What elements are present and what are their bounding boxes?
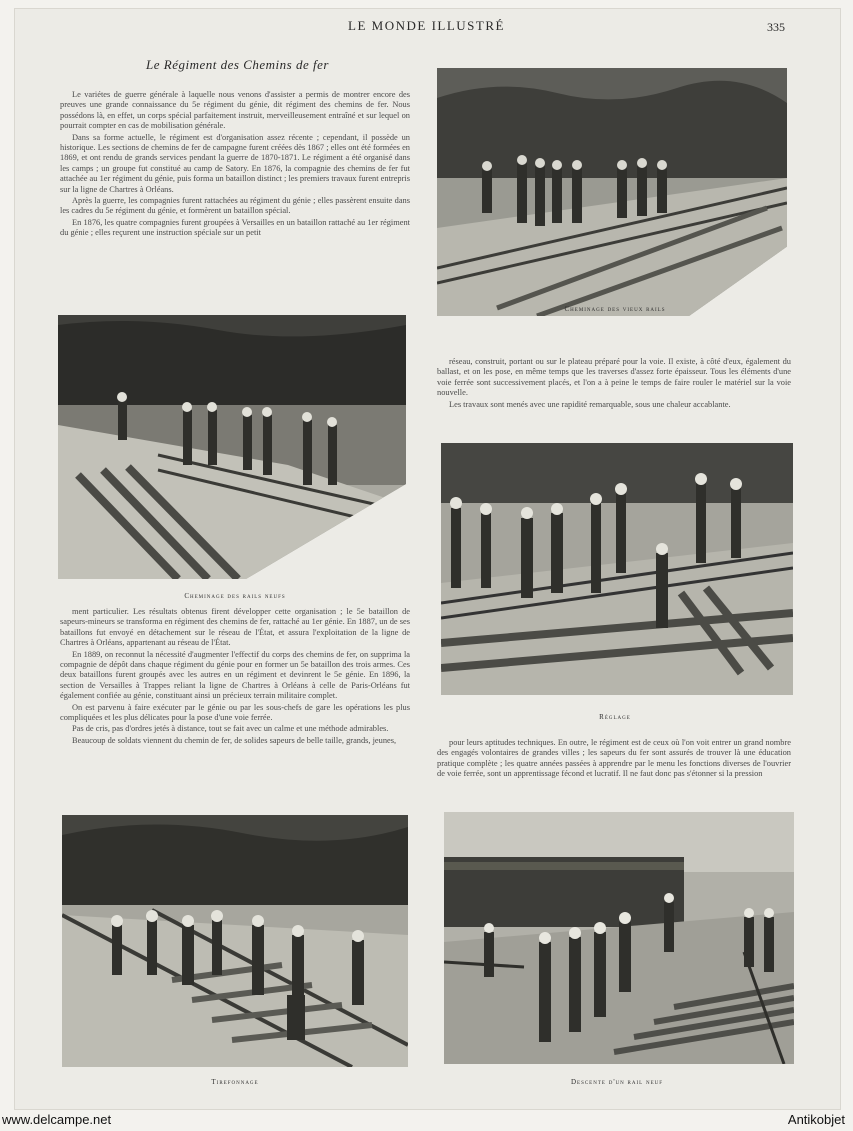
- article-text-col2-mid: [437, 357, 791, 437]
- photo-caption: Réglage: [599, 713, 631, 721]
- article-text-col1-top: [60, 90, 410, 308]
- photo-caption: Cheminage des vieux rails: [564, 305, 666, 313]
- photo-reglage: [441, 443, 793, 695]
- paragraph: ment particulier. Les résultats obtenus firent développer cette organisation ; le 5e bataillon de sapeurs-mineurs se transforma en régiment des chemins de fer, rattaché au 1er génie. En 1887, un de ses bataillons fut envoyé en détachement sur le réseau de l'État, et assura l'exploitation de la ligne de Chartres à Orléans, appartenant au réseau de l'État.: [60, 607, 410, 648]
- article-text-col1-mid: [60, 607, 410, 802]
- paragraph: réseau, construit, portant ou sur le plateau préparé pour la voie. Il existe, à côté d'eux, également du ballast, et on les pose, en même temps que les traverses d'assez forte épaisseur. Tous les éléments d'une voie ferrée sont successivement placés, et l'on a à peine le temps de faire rouler le matériel sur la voie nouvelle.: [437, 357, 791, 398]
- footer-brand: Antikobjet: [787, 1112, 845, 1127]
- photo-caption: Descente d'un rail neuf: [570, 1078, 664, 1086]
- photo-tirefonnage: [62, 815, 408, 1067]
- article-title: Le Régiment des Chemins de fer: [146, 57, 329, 72]
- paragraph: En 1876, les quatre compagnies furent groupées à Versailles en un bataillon rattaché au 1er régiment du génie ; elles reçurent une instruction spéciale sur un petit: [60, 217, 410, 238]
- paragraph: Beaucoup de soldats viennent du chemin de fer, de solides sapeurs de belle taille, grands, jeunes,: [72, 735, 397, 745]
- article-text-col2-bottom: [437, 738, 791, 800]
- photo-descente-rail: [444, 812, 794, 1064]
- paragraph: Après la guerre, les compagnies furent rattachées au régiment du génie ; elles passèrent ensuite dans les cadres du 5e régiment du génie, et formèrent un bataillon spécial.: [60, 196, 410, 216]
- paragraph: pour leurs aptitudes techniques. En outre, le régiment est de ceux où l'on voit entrer un grand nombre des engagés volontaires de grandes villes ; les sapeurs du fer sont assurés de trouver là une éducation pratique complète ; les quatre années passées à apprendre par le menu les fonctions diverses de l'ouvrier de voie ferrée, sont un apprentissage fécond et lucratif. Il ne faut donc pas s'étonner si la pression: [437, 738, 791, 779]
- footer-site: www.delcampe.net: [2, 1112, 112, 1127]
- paragraph: Dans sa forme actuelle, le régiment est d'organisation assez récente ; cependant, il possède un historique. Les sections de chemins de fer de campagne furent créées dès 1867 ; elles ont été formées en 1869, et ont rendu de grands services pendant la guerre de 1870-1871. Le régiment a été organisé dans les camps ; un groupe fut constitué au camp de Satory. En 1876, la compagnie des chemins de fer fut attachée au 1er régiment du génie, puis forma un bataillon distinct ; les premiers travaux furent entrepris sur la ligne de Chartres à Orléans.: [60, 132, 410, 194]
- paragraph: Pas de cris, pas d'ordres jetés à distance, tout se fait avec un calme et une méthode admirables.: [72, 724, 389, 734]
- photo-caption: Tirefonnage: [211, 1078, 259, 1086]
- photo-vieux-rails: [437, 68, 787, 316]
- paragraph: En 1889, on reconnut la nécessité d'augmenter l'effectif du corps des chemins de fer, on supprima la compagnie de dépôt dans chaque régiment du génie pour en former un 5e bataillon des trois armes. Ces deux bataillons furent groupés avec les autres en un régiment et devinrent le 5e génie. En 1896, la section de Versailles à Trappes reliant la ligne de Chartres à Orléans à celle de Paris-Orléans fut également confiée au génie, constituant ainsi un précieux terrain militaire complet.: [60, 649, 410, 701]
- paragraph: Les travaux sont menés avec une rapidité remarquable, sous une chaleur accablante.: [449, 399, 731, 409]
- page-number: 335: [767, 20, 785, 34]
- running-head: LE MONDE ILLUSTRÉ: [348, 18, 505, 33]
- paragraph: On est parvenu à faire exécuter par le génie ou par les sous-chefs de gare les opérations les plus compliquées et les plus délicates pour la pose d'une voie ferrée.: [60, 702, 410, 723]
- paragraph: Le variétes de guerre générale à laquelle nous venons d'assister a permis de montrer encore des preuves une grande connaissance du 5e régiment du génie, dit régiment des chemins de fer. Nous possédons là, en effet, un corps spécial parfaitement instruit, merveilleusement entraîné et sur lequel on pourrait compter en cas de mobilisation générale.: [60, 90, 410, 131]
- photo-caption: Cheminage des rails neufs: [184, 592, 286, 600]
